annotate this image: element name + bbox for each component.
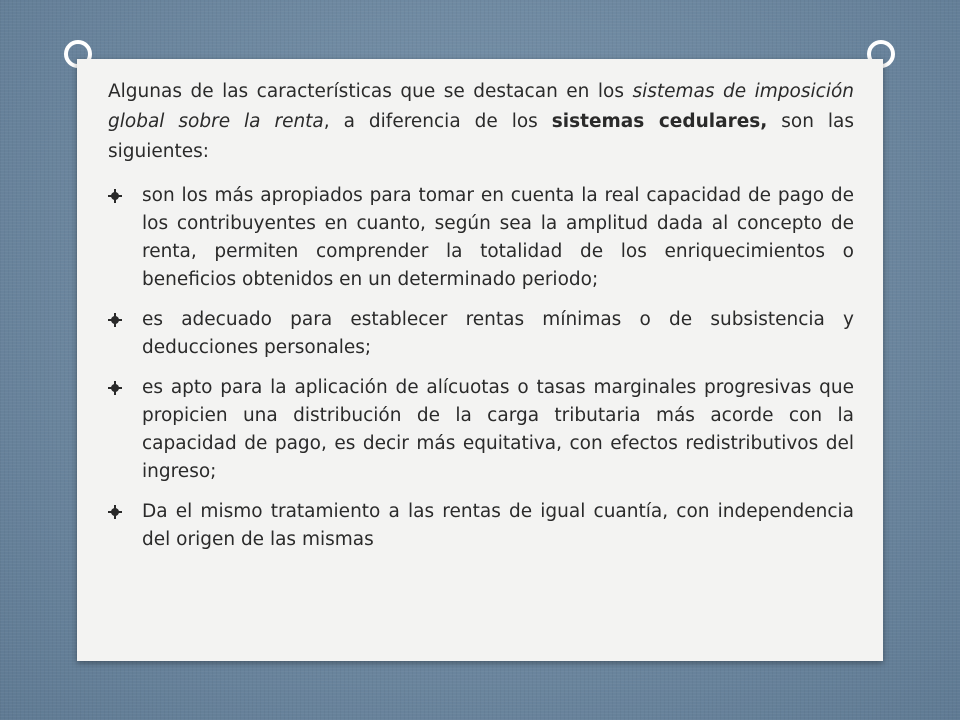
list-item-text: es apto para la aplicación de alícuotas o tasas marginales progresivas que propicien una distribución de la carga tributaria más acorde con la capacidad de pago, es decir más equitativa, con efectos redistributivos del ingreso; [142,377,854,482]
characteristics-list [108,182,854,554]
intro-emphasis-global: sistemas de imposición global sobre la renta [108,81,854,132]
circle-cross-bullet-icon [111,508,119,516]
intro-strong-cedulares: sistemas cedulares, [551,111,768,132]
list-item [108,182,854,294]
intro-text-1: Algunas de las características que se destacan en los [108,81,633,102]
list-item-text: son los más apropiados para tomar en cuenta la real capacidad de pago de los contribuyentes en cuanto, según sea la amplitud dada al concepto de renta, permiten comprender la totalidad de los enriquecimientos o beneficios obtenidos en un determinado periodo; [142,185,854,290]
intro-paragraph [108,77,854,167]
circle-cross-bullet-icon [111,192,119,200]
slide-card [77,59,883,661]
circle-cross-bullet-icon [111,384,119,392]
list-item [108,374,854,486]
slide-content [108,77,854,566]
list-item [108,306,854,362]
list-item-text: es adecuado para establecer rentas mínimas o de subsistencia y deducciones personales; [142,309,854,358]
intro-text-2: , a diferencia de los [323,111,552,132]
intro-text-3: son las siguientes: [108,111,855,162]
circle-cross-bullet-icon [111,316,119,324]
list-item-text: Da el mismo tratamiento a las rentas de igual cuantía, con independencia del origen de las mismas [142,501,854,550]
list-item [108,498,854,554]
